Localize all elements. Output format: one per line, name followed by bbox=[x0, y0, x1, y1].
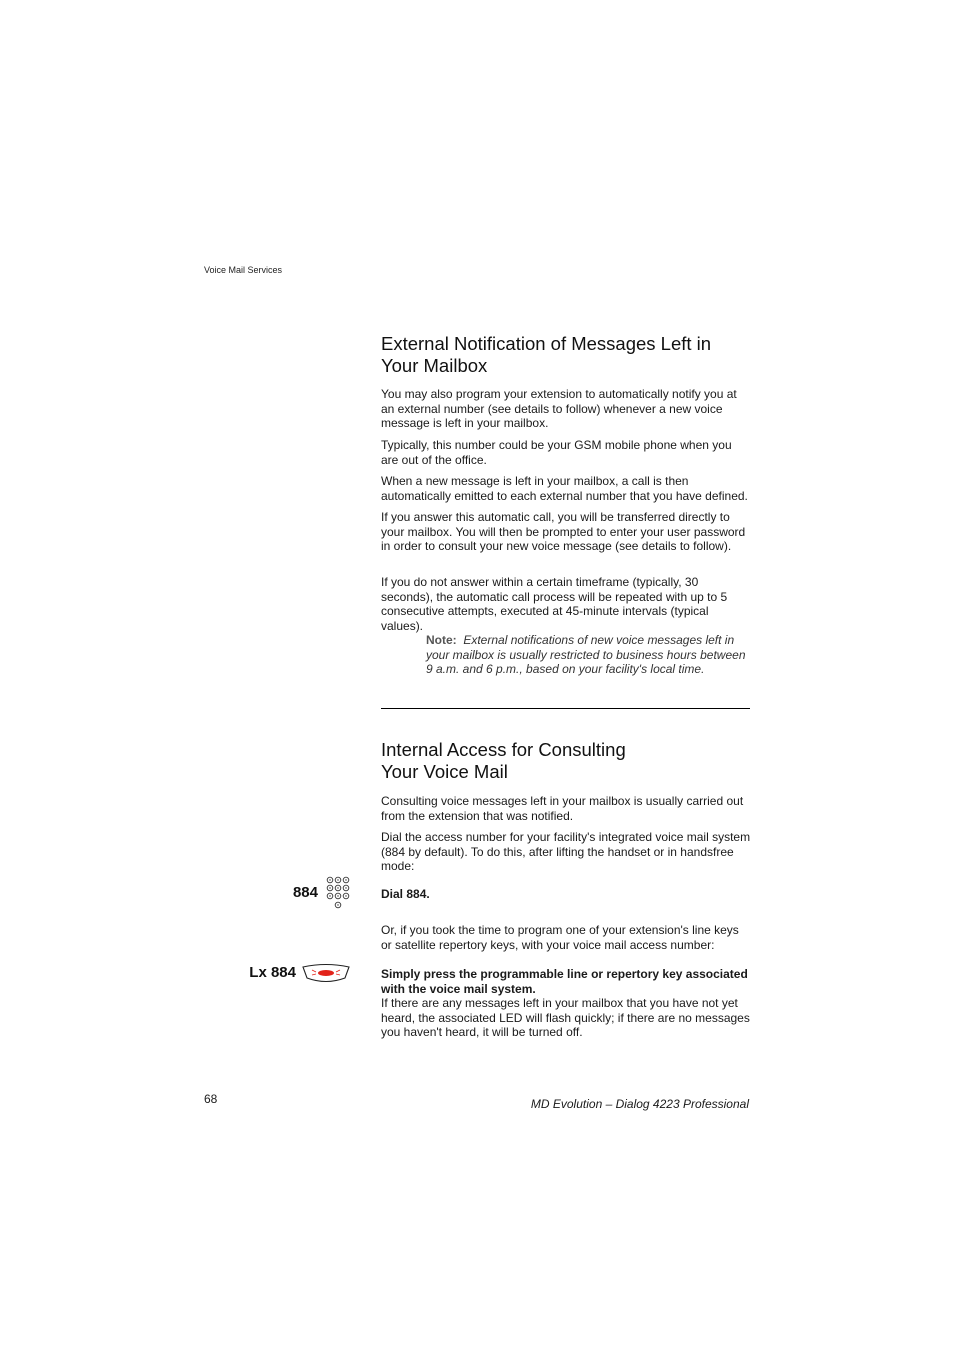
running-head: Voice Mail Services bbox=[204, 265, 283, 275]
section2-paragraph-3: Or, if you took the time to program one of your extension's line keys or satellite repertory keys, with your voice mail access number: bbox=[381, 923, 739, 952]
step2-instruction: Simply press the programmable line or repertory key associated with the voice mail system. bbox=[381, 967, 748, 996]
section1-title bbox=[381, 333, 751, 377]
line-key-label: Lx 884 bbox=[249, 964, 296, 981]
section-divider bbox=[381, 708, 750, 709]
section1-paragraph-3: When a new message is left in your mailbox, a call is then automatically emitted to each external number that you have defined. bbox=[381, 474, 748, 503]
note-text: External notifications of new voice messages left in your mailbox is usually restricted to business hours between 9 a.m. and 6 p.m., based on your facility's local time. bbox=[426, 633, 746, 676]
step2-description: If there are any messages left in your mailbox that you have not yet heard, the associated LED will flash quickly; if there are no messages you haven't heard, it will be turned off. bbox=[381, 996, 750, 1039]
page-number: 68 bbox=[204, 1092, 218, 1106]
section2-title bbox=[381, 739, 751, 783]
section2-paragraph-1: Consulting voice messages left in your mailbox is usually carried out from the extension that was notified. bbox=[381, 794, 744, 823]
keypad-icon bbox=[324, 875, 352, 918]
step1-instruction: Dial 884. bbox=[381, 887, 430, 901]
note-box bbox=[426, 633, 751, 677]
section1-paragraph-1: You may also program your extension to automatically notify you at an external number (see details to follow) whenever a new voice message is left in your mailbox. bbox=[381, 387, 737, 430]
section1-title-line1: External Notification of Messages Left in bbox=[381, 333, 712, 354]
section1-title-line2: Your Mailbox bbox=[381, 355, 488, 376]
section2-title-line2: Your Voice Mail bbox=[381, 761, 508, 782]
section1-paragraph-2: Typically, this number could be your GSM mobile phone when you are out of the office. bbox=[381, 438, 732, 467]
programmable-key-icon bbox=[301, 963, 351, 990]
section1-paragraph-4: If you answer this automatic call, you will be transferred directly to your mailbox. You will then be prompted to enter your user password in order to consult your new voice message (see details to follow). bbox=[381, 510, 746, 553]
section2-paragraph-2: Dial the access number for your facility's integrated voice mail system (884 by default). To do this, after lifting the handset or in handsfree mode: bbox=[381, 830, 751, 873]
section1-paragraph-5: If you do not answer within a certain timeframe (typically, 30 seconds), the automatic call process will be repeated with up to 5 consecutive attempts, executed at 45-minute intervals (typical values). bbox=[381, 575, 728, 633]
section2-title-line1: Internal Access for Consulting bbox=[381, 739, 626, 760]
dial-code-884: 884 bbox=[292, 884, 318, 901]
note-label: Note: bbox=[426, 633, 457, 647]
document-title: MD Evolution – Dialog 4223 Professional bbox=[530, 1097, 749, 1111]
